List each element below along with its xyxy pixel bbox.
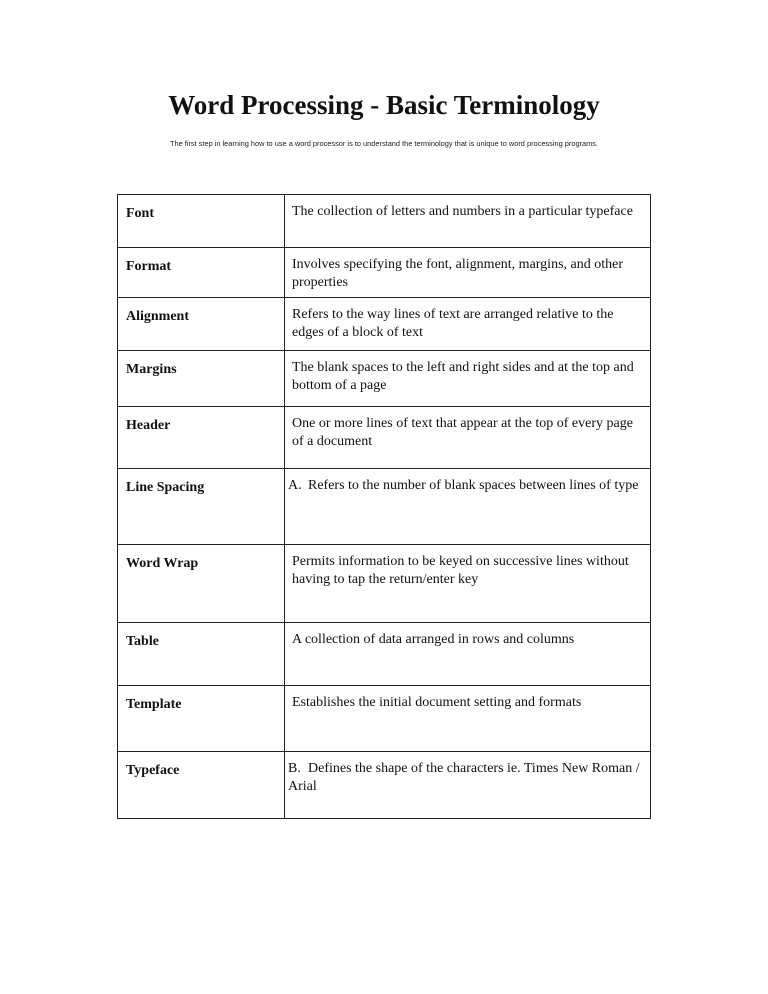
table-row (118, 623, 651, 686)
term-cell: Line Spacing (118, 469, 285, 545)
table-row (118, 298, 651, 351)
table-row (118, 752, 651, 819)
table-row (118, 248, 651, 298)
table-row (118, 545, 651, 623)
table-row (118, 351, 651, 407)
term-cell: Font (118, 195, 285, 248)
term-cell: Header (118, 407, 285, 469)
term-cell: Margins (118, 351, 285, 407)
term-cell: Table (118, 623, 285, 686)
definition-cell (285, 469, 651, 545)
definition-cell: One or more lines of text that appear at the top of every page of a document (285, 407, 651, 469)
definition-cell: A collection of data arranged in rows and columns (285, 623, 651, 686)
list-marker: A. (288, 478, 302, 493)
definition-text: Refers to the number of blank spaces between lines of type (308, 478, 639, 493)
table-row (118, 469, 651, 545)
terminology-table (117, 194, 651, 819)
definition-cell: The blank spaces to the left and right sides and at the top and bottom of a page (285, 351, 651, 407)
term-cell: Format (118, 248, 285, 298)
term-cell: Word Wrap (118, 545, 285, 623)
page-title: Word Processing - Basic Terminology (168, 90, 600, 120)
definition-text: Defines the shape of the characters ie. Times New Roman / Arial (288, 761, 640, 794)
table-row (118, 686, 651, 752)
definition-cell: Refers to the way lines of text are arranged relative to the edges of a block of text (285, 298, 651, 351)
definition-cell: The collection of letters and numbers in a particular typeface (285, 195, 651, 248)
definition-cell (285, 752, 651, 819)
table-row (118, 195, 651, 248)
table-row (118, 407, 651, 469)
term-cell: Template (118, 686, 285, 752)
list-marker: B. (288, 761, 301, 776)
definition-cell: Involves specifying the font, alignment, margins, and other properties (285, 248, 651, 298)
definition-cell: Permits information to be keyed on successive lines without having to tap the return/enter key (285, 545, 651, 623)
definition-cell: Establishes the initial document setting and formats (285, 686, 651, 752)
term-cell: Alignment (118, 298, 285, 351)
term-cell: Typeface (118, 752, 285, 819)
intro-text: The first step in learning how to use a word processor is to understand the terminology that is unique to word processing programs. (169, 139, 599, 148)
